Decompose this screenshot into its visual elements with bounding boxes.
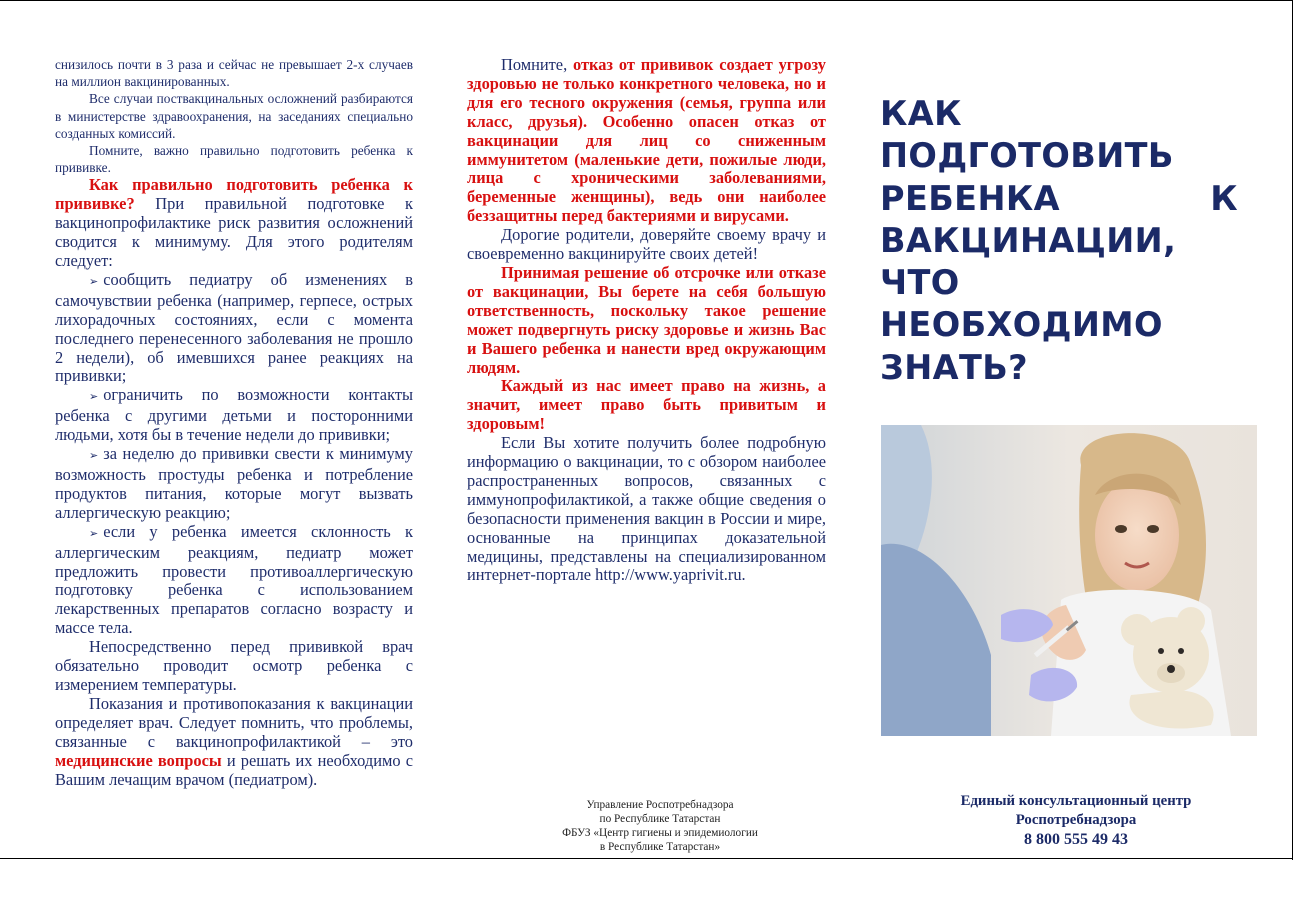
org-line: ФБУЗ «Центр гигиены и эпидемиологии: [562, 827, 758, 840]
paragraph-complications-stat: снизилось почти в 3 раза и сейчас не превышает 2-х случаев на миллион вакцинированных.: [55, 57, 413, 90]
paragraph-right-to-health: Каждый из нас имеет право на жизнь, а значит, имеет право быть привитым и здоровым!: [467, 376, 826, 434]
middle-column: [467, 56, 826, 585]
refusal-warning-highlight: отказ от прививок создает угрозу здоровью не только конкретного человека, но и для его тесного окружения (семья, группа или класс, друзья). Особенно опасен отказ от вакцинации для лиц со сниженным иммунитетом (маленькие дети, пожилые люди, лица с хроническими заболеваниями, беременные женщины), ведь они наиболее беззащитны перед бактериями и вирусами.: [467, 55, 826, 226]
footer-organization: [530, 798, 790, 854]
hotline-phone: 8 800 555 49 43: [1024, 831, 1128, 848]
bullet-item: [55, 386, 413, 445]
brochure-title: [880, 93, 1238, 389]
bullet-text: если у ребенка имеется склонность к аллергическим реакциям, педиатр может предложить провести противоаллергическую подготовку ребенка с использованием лекарственных препаратов согласно возрасту и массе тела.: [55, 521, 413, 638]
left-column: [55, 56, 413, 789]
title-line: ЧТО: [880, 263, 960, 303]
frame-top-border: [0, 0, 1293, 1]
title-line: НЕОБХОДИМО: [880, 305, 1163, 345]
refusal-lead: Помните,: [501, 55, 573, 74]
indications-text-a: Показания и противопоказания к вакцинации определяет врач. Следует помнить, что проблемы, связанные с вакцинопрофилактикой – это: [55, 693, 413, 751]
paragraph-refusal-threat: [467, 56, 826, 226]
bullet-text: сообщить педиатру об изменениях в самочувствии ребенка (например, герпесе, острых лихорадочных состояниях, если с момента последнего перенесенного заболевания не прошло 2 недели), об имевшихся ранее реакциях на прививки;: [55, 269, 413, 386]
org-line: по Республике Татарстан: [599, 813, 721, 826]
bullet-item: [55, 523, 413, 638]
title-line: [880, 178, 1238, 220]
footer-contact-center: [880, 792, 1272, 849]
arrow-bullet-icon: ➢: [89, 274, 99, 288]
indications-text-b: и решать их необходимо с Вашим лечащим врачом (педиатром).: [55, 750, 413, 789]
title-line: ЗНАТЬ?: [880, 347, 1028, 387]
contact-center-org: Роспотребнадзора: [1015, 812, 1137, 828]
org-line: Управление Роспотребнадзора: [586, 799, 734, 811]
bullet-item: [55, 271, 413, 386]
paragraph-indications: [55, 695, 413, 790]
vaccination-photo: [881, 425, 1257, 736]
how-to-prepare-text: При правильной подготовке к вакцинопрофилактике риск развития осложнений сводится к минимуму. Для этого родителям следует:: [55, 194, 413, 271]
frame-bottom-border: [0, 858, 1293, 859]
bullet-text: ограничить по возможности контакты ребенка с другими детьми и посторонними людьми, хотя бы в течение недели до прививки;: [55, 385, 413, 445]
arrow-bullet-icon: ➢: [89, 390, 99, 404]
paragraph-responsibility: Принимая решение об отсрочке или отказе от вакцинации, Вы берете на себя большую ответственность, поскольку такое решение может подвергнуть риску здоровье и жизнь Вас и Вашего ребенка и нанести вред окружающим людям.: [467, 262, 826, 377]
paragraph-more-info: Если Вы хотите получить более подробную информацию о вакцинации, то с обзором наиболее распространенных вопросов, связанных с иммунопрофилактикой, а также общие сведения о безопасности применения вакцин в России и мире, основанные на принципах доказательной медицины, представлены на специализированном интернет-портале http://www.yaprivit.ru.: [467, 433, 826, 585]
paragraph-dear-parents: Дорогие родители, доверяйте своему врачу и своевременно вакцинируйте своих детей!: [467, 225, 826, 264]
contact-center-name: Единый консультационный центр: [960, 793, 1192, 809]
heading-how-to-prepare: Как правильно подготовить ребенка к прививке?: [55, 175, 413, 214]
org-line: в Республике Татарстан»: [599, 841, 721, 854]
paragraph-how-to-prepare: [55, 176, 413, 271]
bullet-item: [55, 445, 413, 523]
paragraph-prepare-reminder: Помните, важно правильно подготовить ребенка к прививке.: [55, 143, 413, 176]
paragraph-commissions: Все случаи поствакцинальных осложнений разбираются в министерстве здравоохранения, на заседаниях специально созданных комиссий.: [55, 91, 413, 141]
paragraph-pre-exam: Непосредственно перед прививкой врач обязательно проводит осмотр ребенка с измерением температуры.: [55, 637, 413, 694]
title-line: КАК: [880, 94, 962, 133]
title-word: К: [1210, 178, 1238, 218]
title-word: РЕБЕНКА: [880, 178, 1060, 218]
bullet-text: за неделю до прививки свести к минимуму возможность простуды ребенка и потребление продуктов питания, которые могут вызвать аллергическую реакцию;: [55, 444, 413, 522]
medical-questions-highlight: медицинские вопросы: [55, 750, 222, 770]
title-line: ПОДГОТОВИТЬ: [880, 136, 1174, 176]
title-line: ВАКЦИНАЦИИ,: [880, 220, 1177, 260]
arrow-bullet-icon: ➢: [89, 526, 99, 540]
arrow-bullet-icon: ➢: [89, 449, 99, 463]
